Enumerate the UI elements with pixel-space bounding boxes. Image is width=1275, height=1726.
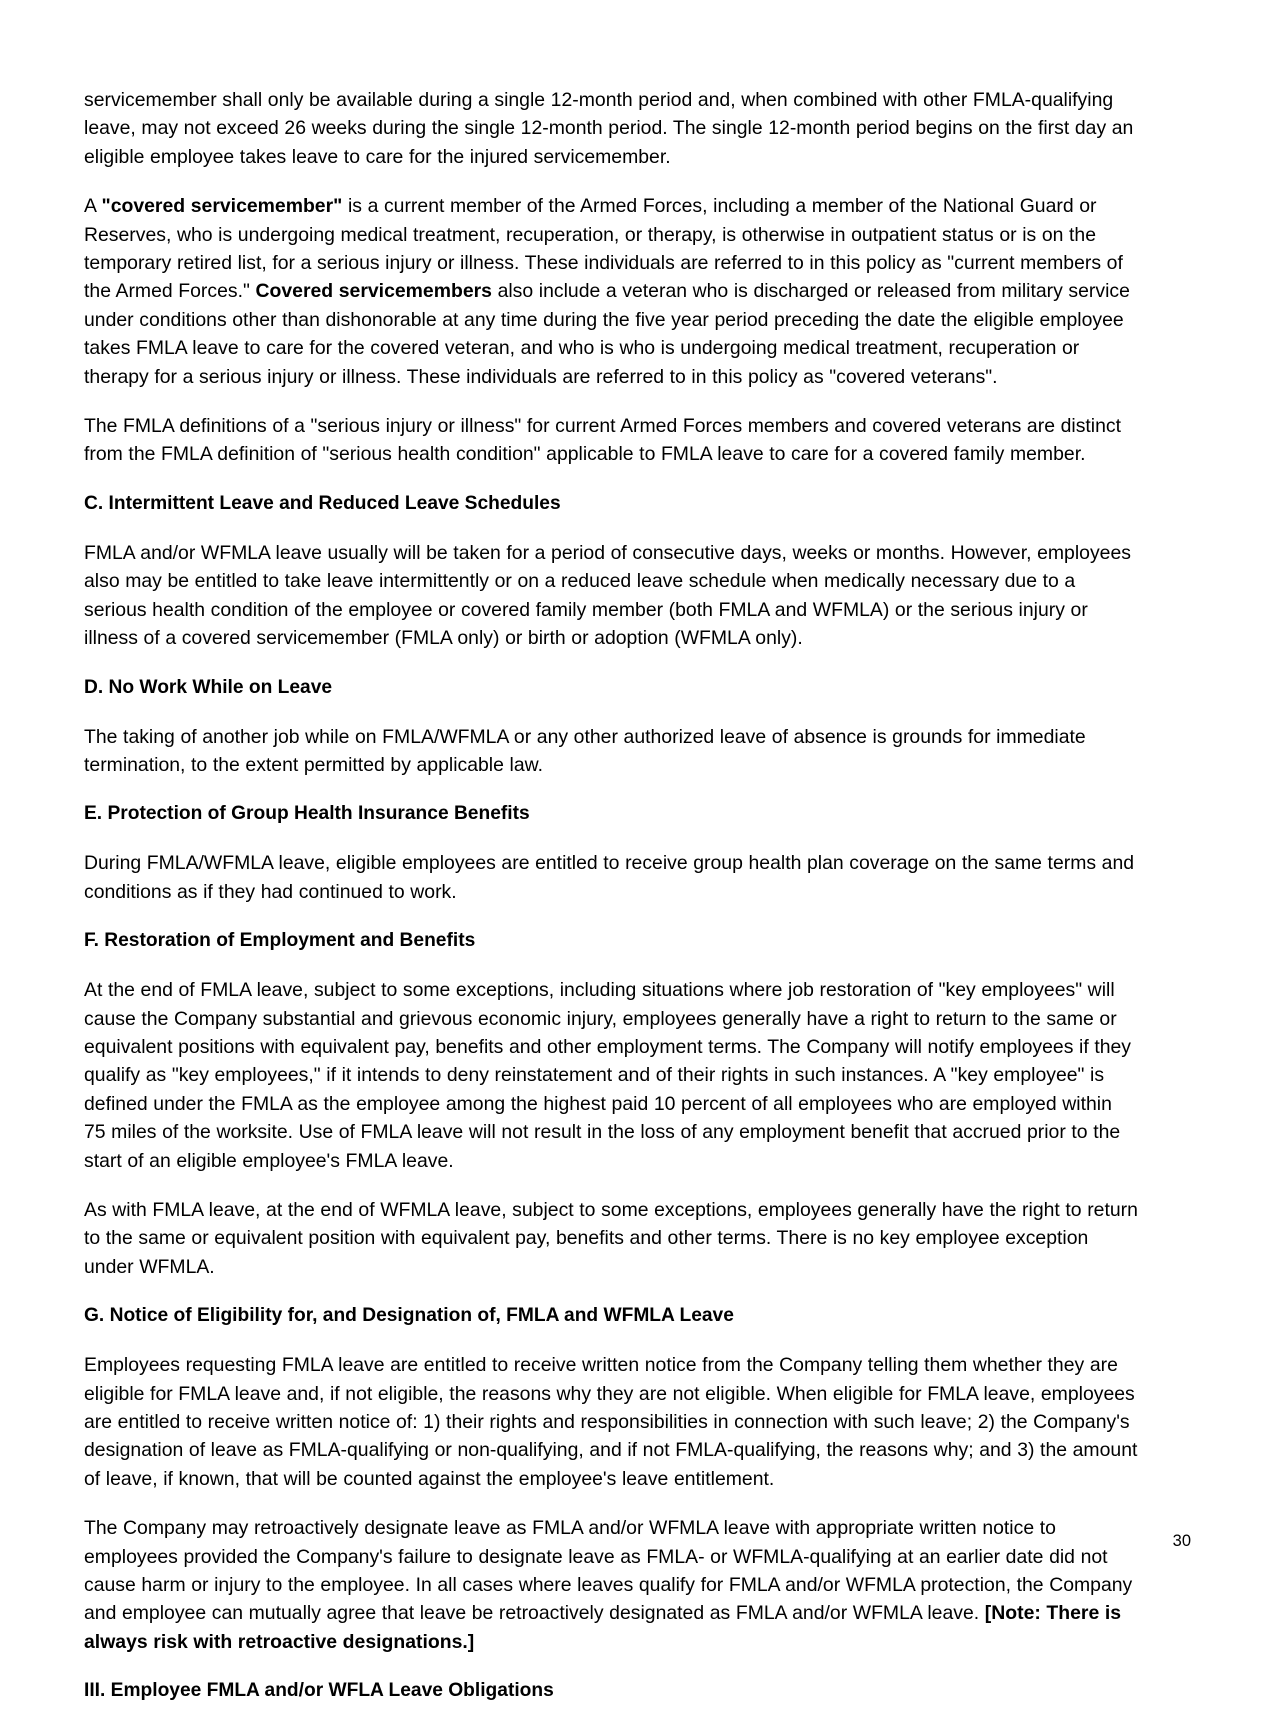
emphasis-text: C. Intermittent Leave and Reduced Leave Schedules bbox=[84, 492, 561, 514]
text-run: During FMLA/WFMLA leave, eligible employees are entitled to receive group health plan coverage on the same terms and conditions as if they had continued to work. bbox=[84, 852, 1135, 903]
emphasis-text: "covered servicemember" bbox=[101, 195, 343, 218]
text-run: also include a veteran who is discharged or released from military service under conditions other than dishonorable at any time during the five year period preceding the date the eligible employee takes FMLA leave to care for the covered veteran, and who is who is undergoing medical treatment, recuperation or therapy for a serious injury or illness. These individuals are referred to in this policy as "covered veterans". bbox=[84, 280, 1130, 388]
paragraph-written-notice-rights bbox=[84, 1351, 1139, 1493]
heading-g-notice-eligibility bbox=[84, 1302, 1139, 1330]
text-run: Employees requesting FMLA leave are entitled to receive written notice from the Company telling them whether they are eligible for FMLA leave and, if not eligible, the reasons why they are not eligible. When eligible for FMLA leave, employees are entitled to receive written notice of: 1) their rights and responsibilities in connection with such leave; 2) the Company's designation of leave as FMLA-qualifying or non-qualifying, and if not FMLA-qualifying, the reasons why; and 3) the amount of leave, if known, that will be counted against the employee's leave entitlement. bbox=[84, 1354, 1138, 1490]
text-run: At the end of FMLA leave, subject to some exceptions, including situations where job restoration of "key employees" will cause the Company substantial and grievous economic injury, employees generally have a right to return to the same or equivalent positions with equivalent pay, benefits and other employment terms. The Company will notify employees if they qualify as "key employees," if it intends to deny reinstatement and of their rights in such instances. A "key employee" is defined under the FMLA as the employee among the highest paid 10 percent of all employees who are employed within 75 miles of the worksite. Use of FMLA leave will not result in the loss of any employment benefit that accrued prior to the start of an eligible employee's FMLA leave. bbox=[84, 979, 1132, 1172]
heading-c-intermittent-leave bbox=[84, 490, 1139, 518]
paragraph-fmla-definitions-distinct bbox=[84, 412, 1139, 469]
paragraph-protection-group-health-body bbox=[84, 849, 1139, 906]
text-run: A bbox=[84, 195, 102, 218]
paragraph-intermittent-leave-body bbox=[84, 539, 1139, 653]
text-run: is a current member of the Armed Forces, including a member of the National Guard or Reserves, who is undergoing medical treatment, recuperation, or therapy, is otherwise in outpatient status or is on the temporary retired list, for a serious injury or illness. These individuals are referred to in this policy as "current members of the Armed Forces." bbox=[84, 195, 1123, 303]
text-run: The FMLA definitions of a "serious injury or illness" for current Armed Forces members and covered veterans are distinct from the FMLA definition of "serious health condition" applicable to FMLA leave to care for a covered family member. bbox=[84, 415, 1122, 466]
text-run: FMLA and/or WFMLA leave usually will be taken for a period of consecutive days, weeks or months. However, employees also may be entitled to take leave intermittently or on a reduced leave schedule when medically necessary due to a serious health condition of the employee or covered family member (both FMLA and WFMLA) or the serious injury or illness of a covered servicemember (FMLA only) or birth or adoption (WFMLA only). bbox=[84, 541, 1131, 650]
paragraph-retroactive-designation bbox=[84, 1514, 1139, 1656]
emphasis-text: D. No Work While on Leave bbox=[84, 676, 333, 698]
text-run: As with FMLA leave, at the end of WFMLA leave, subject to some exceptions, employees generally have the right to return to the same or equivalent position with equivalent pay, benefits and other terms. There is no key employee exception under WFMLA. bbox=[84, 1198, 1138, 1278]
emphasis-text: III. Employee FMLA and/or WFLA Leave Obligations bbox=[84, 1680, 554, 1702]
heading-iii-employee-obligations bbox=[84, 1677, 1139, 1705]
paragraph-no-work-while-on-leave-body bbox=[84, 723, 1139, 780]
emphasis-text: [Note: There is always risk with retroactive designations.] bbox=[84, 1602, 1122, 1653]
document-body bbox=[84, 86, 1139, 1726]
heading-e-protection-group-health bbox=[84, 800, 1139, 828]
emphasis-text: E. Protection of Group Health Insurance Benefits bbox=[84, 803, 530, 825]
paragraph-servicemember-single-period bbox=[84, 86, 1139, 171]
paragraph-restoration-key-employees bbox=[84, 976, 1139, 1175]
text-run: The taking of another job while on FMLA/WFMLA or any other authorized leave of absence is grounds for immediate termination, to the extent permitted by applicable law. bbox=[84, 725, 1086, 776]
emphasis-text: G. Notice of Eligibility for, and Designation of, FMLA and WFMLA Leave bbox=[84, 1305, 734, 1327]
paragraph-covered-servicemember-definition bbox=[84, 192, 1139, 391]
emphasis-text: F. Restoration of Employment and Benefits bbox=[84, 930, 476, 952]
text-run: The Company may retroactively designate leave as FMLA and/or WFMLA leave with appropriate written notice to employees provided the Company's failure to designate leave as FMLA- or WFMLA-qualifying at an earlier date did not cause harm or injury to the employee. In all cases where leaves qualify for FMLA and/or WFMLA protection, the Company and employee can mutually agree that leave be retroactively designated as FMLA and/or WFMLA leave. bbox=[84, 1517, 1133, 1625]
paragraph-wfmla-restoration bbox=[84, 1196, 1139, 1281]
emphasis-text: Covered servicemembers bbox=[255, 280, 492, 303]
page-number: 30 bbox=[1172, 1532, 1191, 1550]
heading-d-no-work-while-on-leave bbox=[84, 674, 1139, 702]
heading-f-restoration-employment bbox=[84, 927, 1139, 955]
text-run: servicemember shall only be available during a single 12-month period and, when combined with other FMLA-qualifying leave, may not exceed 26 weeks during the single 12-month period. The single 12-month period begins on the first day an eligible employee takes leave to care for the injured servicemember. bbox=[84, 89, 1134, 168]
